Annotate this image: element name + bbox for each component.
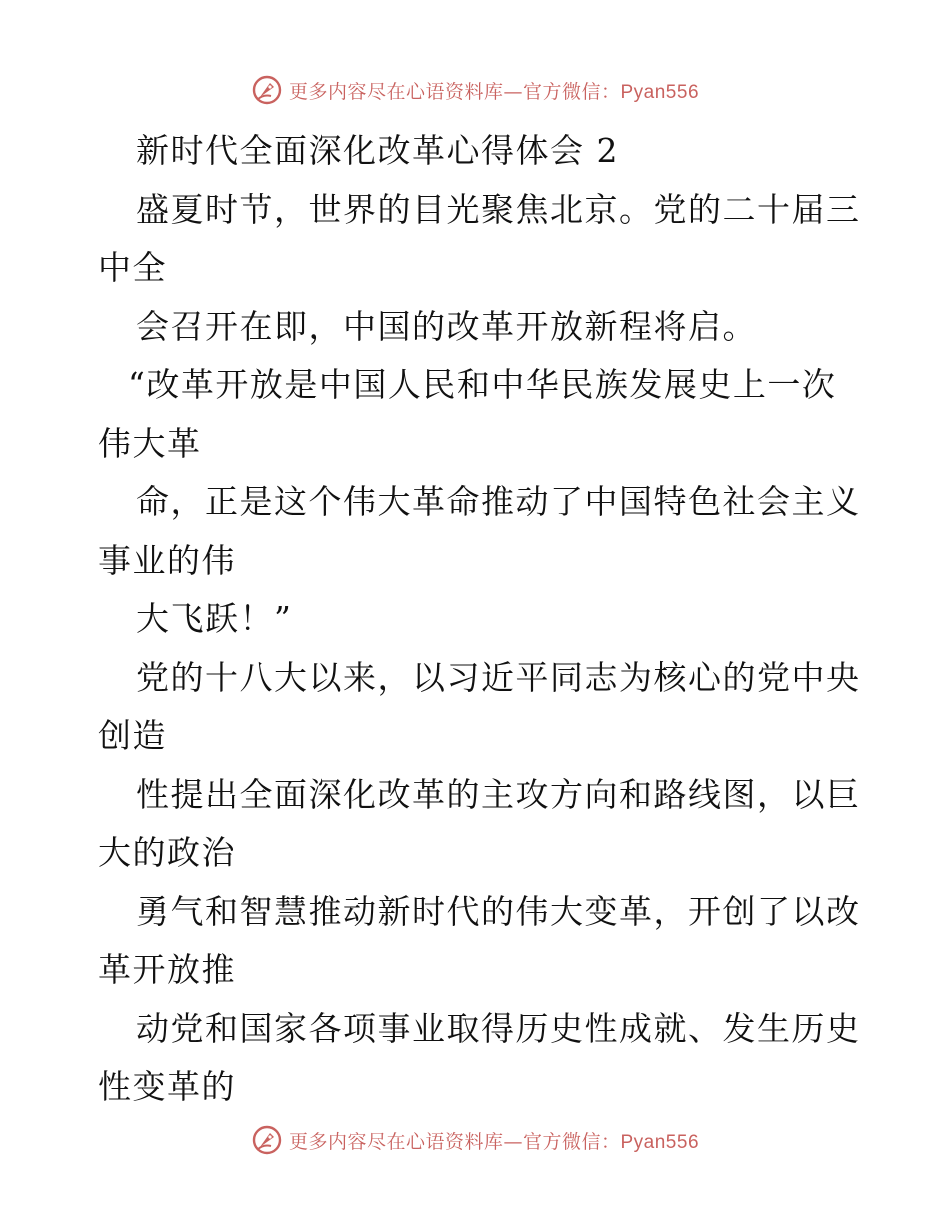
pen-nib-logo-icon [251, 1124, 283, 1156]
watermark-text: 更多内容尽在心语资料库—官方微信：Pyan556 [288, 80, 700, 103]
text-line: 命，正是这个伟大革命推动了中国特色社会主义 [136, 482, 861, 521]
text-line: 性提出全面深化改革的主攻方向和路线图，以巨 [136, 774, 861, 814]
text-line: 会召开在即，中国的改革开放新程将启。 [136, 306, 757, 346]
text-line: 动党和国家各项事业取得历史性成就、发生历史 [136, 1008, 861, 1048]
text-line: 大的政治 [98, 833, 236, 872]
text-line: 党的十八大以来，以习近平同志为核心的党中央 [136, 657, 861, 697]
text-line: 勇气和智慧推动新时代的伟大变革，开创了以改 [136, 891, 861, 931]
text-line: 中全 [98, 248, 167, 287]
watermark-handle: Pyan556 [620, 1131, 700, 1153]
text-line: 盛夏时节，世界的目光聚焦北京。党的二十届三 [136, 189, 861, 229]
pen-nib-logo-icon [251, 74, 283, 106]
text-line: 大飞跃！” [136, 599, 293, 638]
footer-watermark [0, 1120, 950, 1160]
text-line: 性变革的 [98, 1067, 236, 1106]
document-title: 新时代全面深化改革心得体会 2 [136, 131, 619, 170]
text-line: 创造 [98, 716, 167, 755]
text-line: 革开放推 [98, 950, 236, 989]
text-line: 事业的伟 [98, 540, 236, 580]
text-line: “改革开放是中国人民和中华民族发展史上一次 [128, 365, 837, 404]
document-body [98, 122, 861, 1117]
header-watermark [0, 70, 950, 110]
watermark-text: 更多内容尽在心语资料库—官方微信：Pyan556 [288, 1130, 700, 1153]
watermark-handle: Pyan556 [620, 81, 700, 103]
text-line: 伟大革 [98, 423, 202, 463]
